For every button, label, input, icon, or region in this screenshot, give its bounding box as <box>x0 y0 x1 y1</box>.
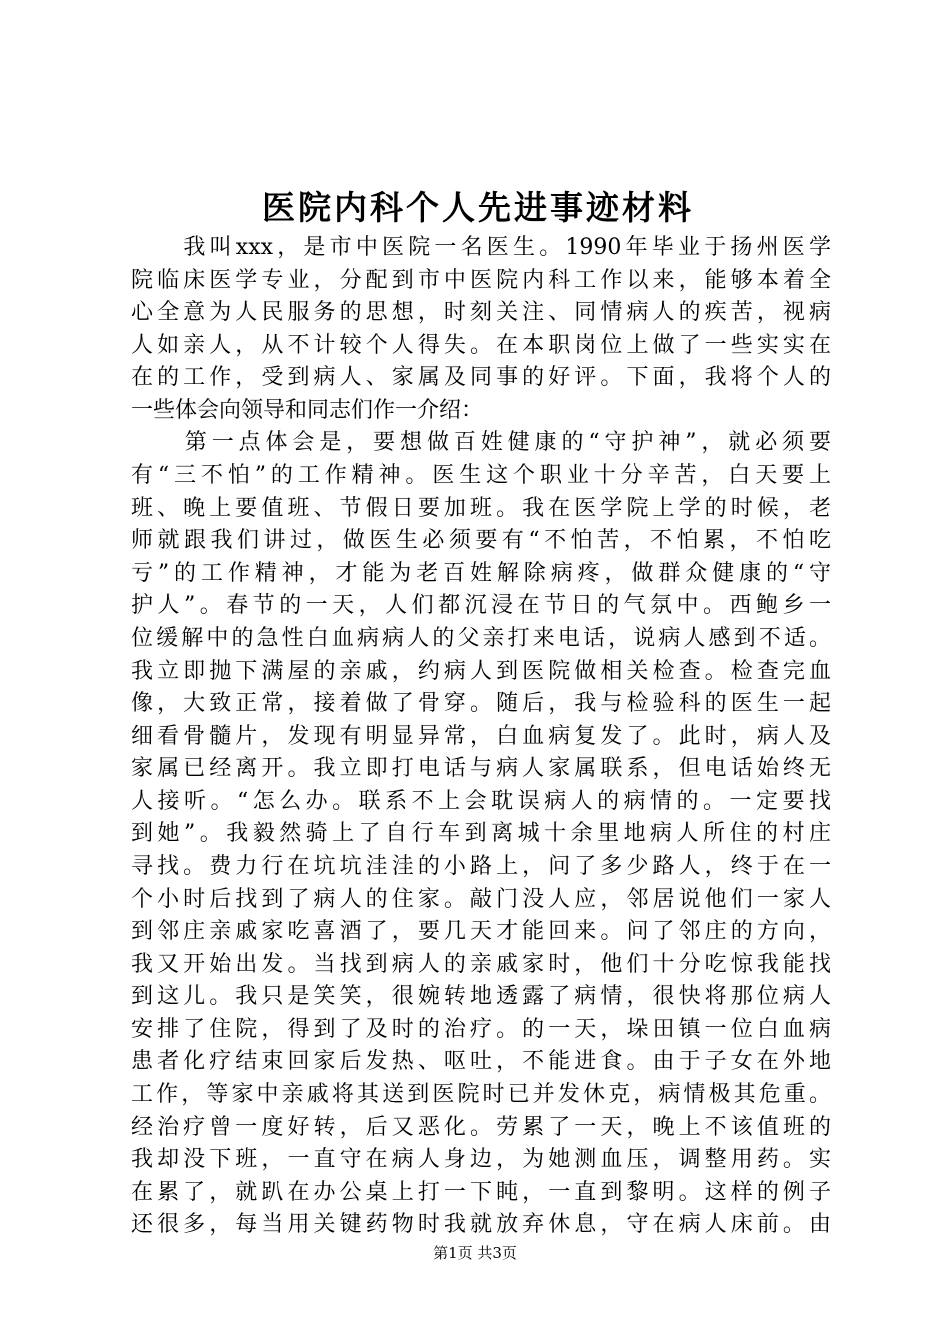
body-line: 细看骨髓片，发现有明显异常，白血病复发了。此时，病人及 <box>131 723 831 749</box>
body-line: 像，大致正常，接着做了骨穿。随后，我与检验科的医生一起 <box>131 691 831 717</box>
body-line: 人接听。“怎么办。联系不上会耽误病人的病情的。一定要找 <box>131 788 831 814</box>
body-line: 班、晚上要值班、节假日要加班。我在医学院上学的时候，老 <box>131 495 831 521</box>
body-line: 到这儿。我只是笑笑，很婉转地透露了病情，很快将那位病人 <box>131 984 831 1010</box>
document-body <box>131 232 831 1242</box>
body-line: 到她”。我毅然骑上了自行车到离城十余里地病人所住的村庄 <box>131 821 831 847</box>
body-line: 护人”。春节的一天，人们都沉浸在节日的气氛中。西鲍乡一 <box>131 593 831 619</box>
body-line: 位缓解中的急性白血病病人的父亲打来电话，说病人感到不适。 <box>131 625 831 651</box>
body-line: 还很多，每当用关键药物时我就放弃休息，守在病人床前。由 <box>131 1212 831 1238</box>
body-line: 在累了，就趴在办公桌上打一下盹，一直到黎明。这样的例子 <box>131 1179 831 1205</box>
body-line: 我叫xxx，是市中医院一名医生。1990年毕业于扬州医学 <box>131 235 831 260</box>
body-line: 患者化疗结束回家后发热、呕吐，不能进食。由于子女在外地 <box>131 1049 831 1075</box>
body-line: 我又开始出发。当找到病人的亲戚家时，他们十分吃惊我能找 <box>131 951 831 977</box>
body-line: 我却没下班，一直守在病人身边，为她测血压，调整用药。实 <box>131 1147 831 1173</box>
body-line: 工作，等家中亲戚将其送到医院时已并发休克，病情极其危重。 <box>131 1082 831 1108</box>
body-line: 院临床医学专业，分配到市中医院内科工作以来，能够本着全 <box>131 267 831 293</box>
page-footer: 第1页 共3页 <box>433 1244 517 1262</box>
body-line: 个小时后找到了病人的住家。敲门没人应，邻居说他们一家人 <box>131 886 831 912</box>
document-title: 医院内科个人先进事迹材料 <box>262 188 694 227</box>
body-line: 亏”的工作精神，才能为老百姓解除病疼，做群众健康的“守 <box>131 560 831 586</box>
body-line: 师就跟我们讲过，做医生必须要有“不怕苦，不怕累，不怕吃 <box>131 528 831 554</box>
body-line: 经治疗曾一度好转，后又恶化。劳累了一天，晚上不该值班的 <box>131 1114 831 1140</box>
body-line: 人如亲人，从不计较个人得失。在本职岗位上做了一些实实在 <box>131 332 831 358</box>
body-line: 我立即抛下满屋的亲戚，约病人到医院做相关检查。检查完血 <box>131 658 831 684</box>
body-line: 到邻庄亲戚家吃喜酒了，要几天才能回来。问了邻庄的方向， <box>131 919 831 945</box>
body-line: 第一点体会是，要想做百姓健康的“守护神”，就必须要 <box>131 430 831 456</box>
body-line: 一些体会向领导和同志们作一介绍： <box>131 397 484 423</box>
body-line: 在的工作，受到病人、家属及同事的好评。下面，我将个人的 <box>131 365 831 391</box>
body-line: 有“三不怕”的工作精神。医生这个职业十分辛苦，白天要上 <box>131 463 831 489</box>
body-line: 安排了住院，得到了及时的治疗。的一天，垛田镇一位白血病 <box>131 1016 831 1042</box>
body-line: 家属已经离开。我立即打电话与病人家属联系，但电话始终无 <box>131 756 831 782</box>
body-line: 寻找。费力行在坑坑洼洼的小路上，问了多少路人，终于在一 <box>131 853 831 879</box>
body-line: 心全意为人民服务的思想，时刻关注、同情病人的疾苦，视病 <box>131 300 831 326</box>
